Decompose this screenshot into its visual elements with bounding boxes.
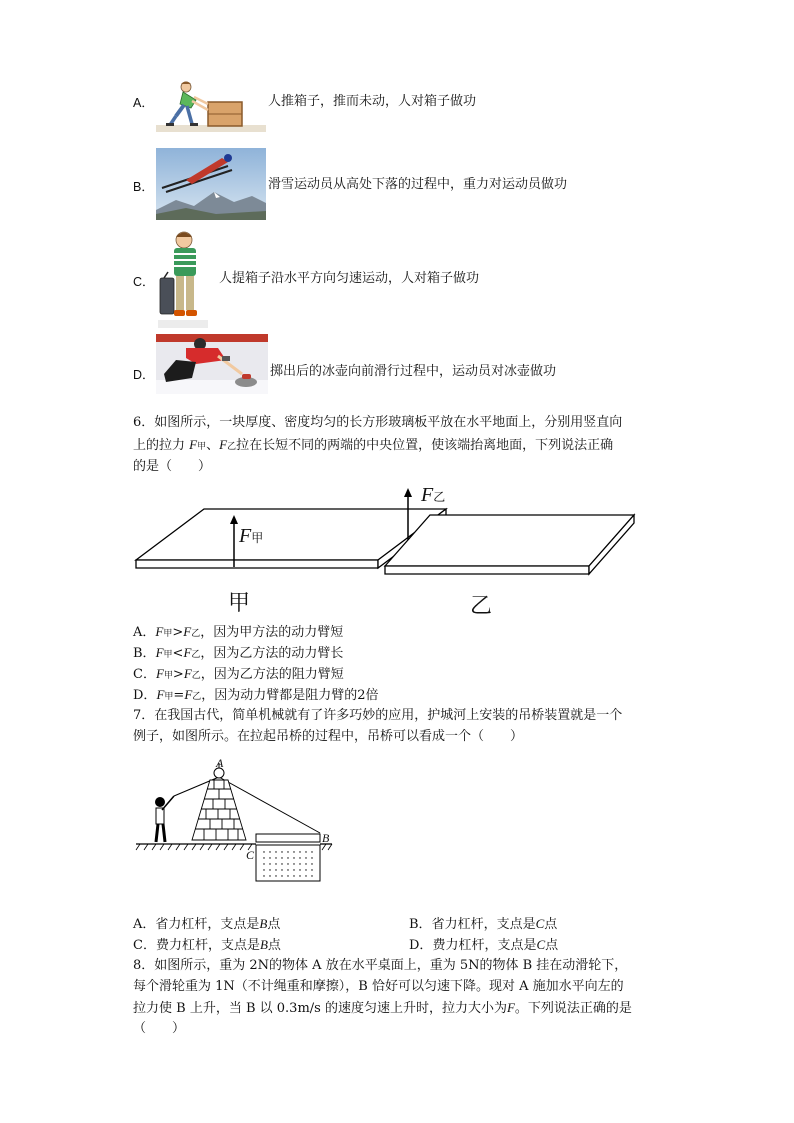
q6-stem-line3: 的是（ ） — [133, 459, 212, 474]
force-symbol: F — [189, 437, 198, 452]
force-symbol: F — [421, 484, 434, 506]
relation: = — [173, 688, 185, 703]
point-symbol: B — [259, 916, 268, 931]
subscript: 甲 — [163, 671, 173, 681]
q6-stem-line2-start: 上的拉力 — [133, 438, 186, 453]
q8-line3-end: 。下列说法正确的是 — [514, 1001, 632, 1016]
force-jia-label — [239, 525, 263, 548]
force-symbol: F — [184, 687, 193, 702]
q6-stem-line1: 6．如图所示，一块厚度、密度均匀的长方形玻璃板平放在水平地面上，分别用竖直向 — [133, 415, 623, 430]
option-text: ，因为乙方法的动力臂长 — [200, 646, 344, 661]
option-end: 点 — [544, 917, 558, 932]
relation: > — [172, 625, 184, 640]
option-end: 点 — [267, 938, 281, 953]
relation: < — [172, 646, 184, 661]
option-letter: B． — [133, 646, 156, 661]
force-subscript-jia: 甲 — [251, 531, 264, 545]
relation: > — [172, 667, 184, 682]
option-text: ，因为动力臂都是阻力臂的2倍 — [201, 688, 379, 703]
option-letter: B． — [409, 917, 432, 932]
point-symbol: C — [535, 916, 545, 931]
carry-box-picture — [158, 228, 208, 328]
force-symbol: F — [239, 525, 252, 547]
subscript: 乙 — [192, 692, 202, 702]
option-text: ，因为乙方法的阻力臂短 — [200, 667, 344, 682]
curling-picture — [156, 334, 268, 394]
option-letter: D． — [133, 688, 157, 703]
separator: 、 — [206, 438, 220, 453]
option-letter: C． — [133, 938, 156, 953]
q5-option-c-text: 人提箱子沿水平方向匀速运动，人对箱子做功 — [219, 271, 480, 286]
force-subscript-yi: 乙 — [227, 442, 237, 452]
point-a-label: A — [216, 756, 224, 770]
point-symbol: C — [536, 937, 546, 952]
option-letter: A． — [133, 917, 156, 932]
option-text: 费力杠杆，支点是 — [155, 938, 260, 953]
force-symbol: F — [183, 645, 192, 660]
subscript: 甲 — [163, 650, 173, 660]
subscript: 甲 — [164, 692, 174, 702]
figure-label-yi: 乙 — [470, 594, 493, 619]
point-c-label: C — [246, 848, 255, 862]
q5-option-a-letter: A． — [133, 96, 154, 110]
q8-line1: 8．如图所示，重为 2N的物体 A 放在水平桌面上，重为 5N的物体 B 挂在动滑轮下， — [133, 958, 628, 973]
q7-stem-line2: 例子，如图所示。在拉起吊桥的过程中，吊桥可以看成一个（ ） — [133, 729, 524, 744]
q7-drawbridge-figure — [134, 754, 334, 886]
point-b-label: B — [322, 831, 330, 845]
option-end: 点 — [267, 917, 281, 932]
option-text: 费力杠杆，支点是 — [432, 938, 537, 953]
option-text: 省力杠杆，支点是 — [155, 917, 260, 932]
q5-option-b-letter: B． — [133, 180, 154, 194]
force-symbol: F — [506, 1000, 515, 1015]
q7-option-b — [409, 913, 557, 936]
subscript: 甲 — [163, 629, 173, 639]
force-symbol: F — [183, 666, 192, 681]
force-symbol: F — [183, 624, 192, 639]
q7-stem-line1: 7．在我国古代，简单机械就有了许多巧妙的应用，护城河上安装的吊桥装置就是一个 — [133, 708, 623, 723]
q6-glass-plate-figure — [130, 482, 640, 622]
option-text: 省力杠杆，支点是 — [431, 917, 536, 932]
ski-jump-picture — [156, 148, 266, 220]
force-symbol: F — [155, 624, 164, 639]
subscript: 乙 — [191, 671, 201, 681]
q5-option-d-letter: D． — [133, 368, 155, 382]
q5-option-b-text: 滑雪运动员从高处下落的过程中，重力对运动员做功 — [268, 177, 568, 192]
option-letter: C． — [133, 667, 156, 682]
option-letter: A． — [133, 625, 156, 640]
subscript: 乙 — [191, 629, 201, 639]
q5-option-c-letter: C． — [133, 275, 155, 289]
force-symbol: F — [219, 437, 228, 452]
point-symbol: B — [259, 937, 268, 952]
force-subscript-yi: 乙 — [433, 490, 446, 504]
push-box-picture — [156, 80, 266, 132]
q8-line2: 每个滑轮重为 1N（不计绳重和摩擦），B 恰好可以匀速下降。现对 A 施加水平向左的 — [133, 979, 624, 994]
force-yi-label — [421, 484, 445, 507]
option-end: 点 — [545, 938, 559, 953]
subscript: 乙 — [191, 650, 201, 660]
q6-stem-line2 — [133, 434, 613, 458]
force-symbol: F — [155, 645, 164, 660]
force-symbol: F — [156, 687, 165, 702]
force-symbol: F — [155, 666, 164, 681]
q6-stem-line2-end: 拉在长短不同的两端的中央位置，使该端抬离地面，下列说法正确 — [236, 438, 614, 453]
q7-option-d — [409, 934, 558, 957]
q7-option-c — [133, 934, 281, 957]
q5-option-d-text: 掷出后的冰壶向前滑行过程中，运动员对冰壶做功 — [270, 364, 557, 379]
q5-option-a-text: 人推箱子，推而未动，人对箱子做功 — [268, 94, 477, 109]
option-text: ，因为甲方法的动力臂短 — [200, 625, 344, 640]
q8-line3 — [133, 997, 632, 1020]
q8-line3-start: 拉力使 B 上升，当 B 以 0.3m/s 的速度匀速上升时，拉力大小为 — [133, 1001, 507, 1016]
figure-label-jia: 甲 — [228, 591, 251, 616]
option-letter: D． — [409, 938, 433, 953]
force-subscript-jia: 甲 — [197, 442, 207, 452]
q7-option-a — [133, 913, 280, 936]
q8-line4: （ ） — [133, 1021, 186, 1036]
